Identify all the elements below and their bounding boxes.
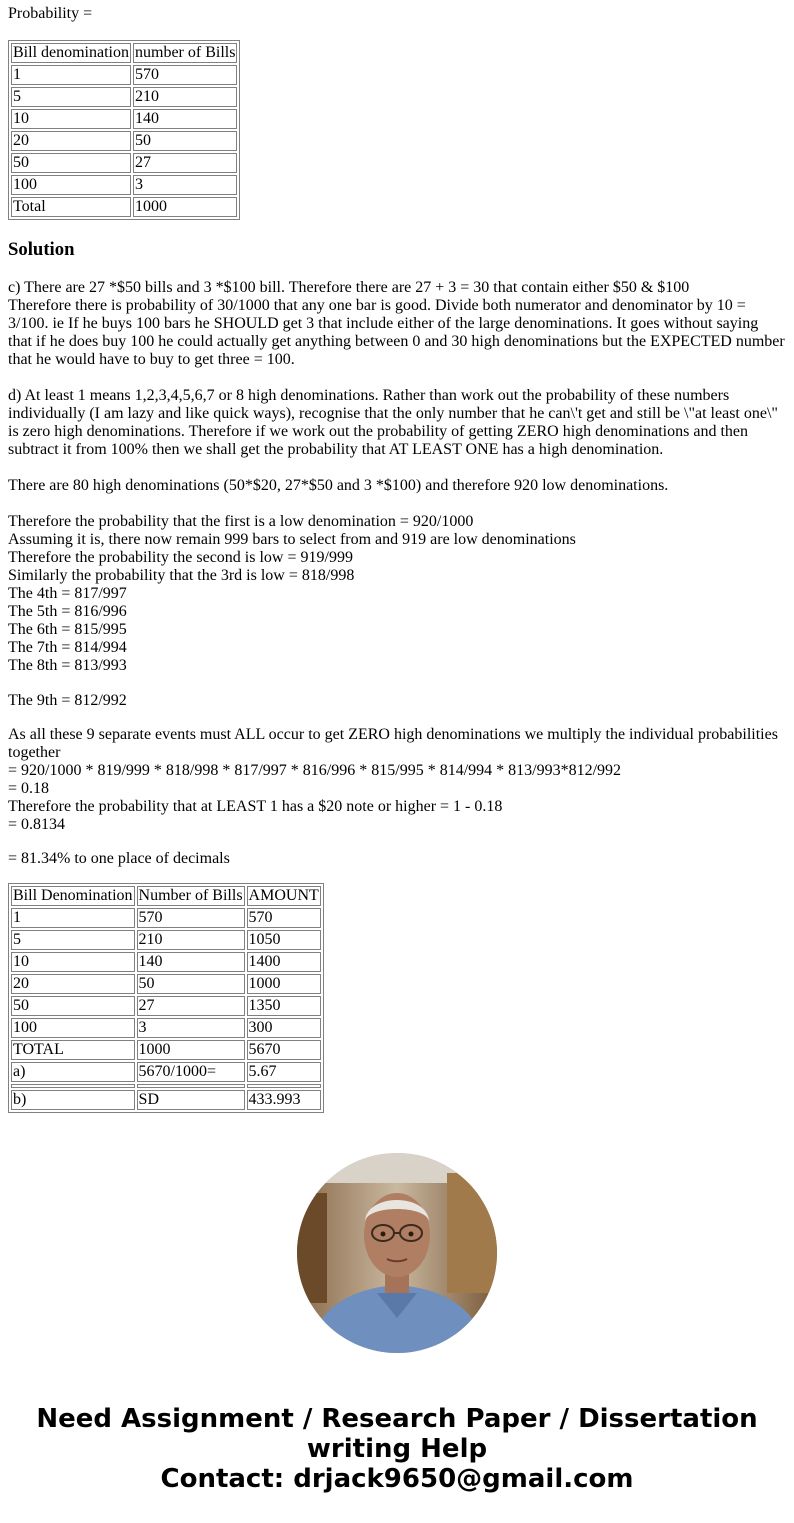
author-avatar [297,1153,497,1353]
bill-count-table [8,40,240,220]
high-low-count: There are 80 high denominations (50*$20, 27*$50 and 3 *$100) and therefore 920 low denominations. [8,477,669,494]
document-body [8,5,786,1113]
table-cell: a) [11,1062,135,1082]
table-cell: 570 [137,908,245,928]
table-cell: 10 [11,109,131,129]
table-header-cell: number of Bills [135,44,236,61]
banner-contact: Contact: drjack9650@gmail.com [160,1464,634,1494]
table-row [11,1090,321,1110]
table-cell: 5 [11,87,131,107]
probability-step: Assuming it is, there now remain 999 bars to select from and 919 are low denominations [8,531,576,548]
part-c-intro: c) There are 27 *$50 bills and 3 *$100 bill. Therefore there are 27 + 3 = 30 that contain either $50 & $100 [8,279,690,296]
probability-step: Therefore the probability the second is low = 919/999 [8,549,353,566]
probability-step: Therefore the probability that the first is a low denomination = 920/1000 [8,513,474,530]
table-cell: 1 [11,65,131,85]
table-cell: 50 [133,131,237,151]
table-cell: 140 [133,109,237,129]
table-cell: 1400 [247,952,321,972]
table-header-cell: AMOUNT [248,887,319,904]
amount-table [8,883,324,1113]
probability-step: The 4th = 817/997 [8,585,127,602]
table-row [11,131,237,151]
table-cell: 50 [11,153,131,173]
multiply-explanation: As all these 9 separate events must ALL occur to get ZERO high denominations we multiply the individual probabilities together [8,726,778,761]
banner-line-1: Need Assignment / Research Paper / Dissertation [36,1404,758,1434]
table-cell: 1000 [137,1040,245,1060]
table-cell: 27 [137,996,245,1016]
author-photo [297,1153,497,1353]
table-spacer-row [11,1084,321,1088]
table-row [11,1062,321,1082]
part-d-explanation: d) At least 1 means 1,2,3,4,5,6,7 or 8 high denominations. Rather than work out the probability of these numbers individually (I am lazy and like quick ways), recognise that the only number that he can\'t get and still be \"at least one\" is zero high denominations. Therefore if we work out the probability of getting ZERO high denominations and then subtract it from 100% then we shall get the probability that AT LEAST ONE has a high denomination. [8,387,778,458]
contact-banner [0,1404,794,1494]
table-cell: 10 [11,952,135,972]
at-least-one-result: = 0.8134 [8,816,66,833]
table-cell: 20 [11,131,131,151]
part-c-section [8,279,786,369]
probability-step: Similarly the probability that the 3rd is low = 818/998 [8,567,355,584]
table-cell: 140 [137,952,245,972]
probability-label: Probability = [8,5,93,22]
table-cell: SD [137,1090,245,1110]
table-cell: 3 [137,1018,245,1038]
table-row [11,952,321,972]
probability-step: The 5th = 816/996 [8,603,127,620]
table-cell: 5.67 [247,1062,321,1082]
banner-line-2: writing Help [306,1434,488,1464]
table-cell: 27 [133,153,237,173]
table-row [11,197,237,217]
table-cell: 3 [133,175,237,195]
table-cell: 100 [11,1018,135,1038]
table-header-cell: Bill Denomination [13,887,133,904]
solution-heading: Solution [8,239,75,260]
table-cell: 20 [11,974,135,994]
table-cell: 433.993 [247,1090,321,1110]
table-cell: 1350 [247,996,321,1016]
table-header-row [11,43,237,63]
at-least-one-expression: Therefore the probability that at LEAST 1 has a $20 note or higher = 1 - 0.18 [8,798,503,815]
table-cell: 570 [247,908,321,928]
part-d-section [8,387,786,868]
table-header-cell: Bill denomination [13,44,129,61]
table-row [11,153,237,173]
product-expression: = 920/1000 * 819/999 * 818/998 * 817/997 * 816/996 * 815/995 * 814/994 * 813/993*812/992 [8,762,622,779]
table-cell: 210 [137,930,245,950]
table-header-row [11,886,321,906]
probability-step: The 7th = 814/994 [8,639,127,656]
table-cell: 50 [137,974,245,994]
table-cell: 210 [133,87,237,107]
table-cell: 570 [133,65,237,85]
table-cell: 1050 [247,930,321,950]
table-cell: 5 [11,930,135,950]
table-cell: 100 [11,175,131,195]
table-spacer-cell [247,1084,321,1088]
table-row [11,974,321,994]
table-row [11,996,321,1016]
table-cell: b) [11,1090,135,1110]
zero-high-result: = 0.18 [8,780,50,797]
table-cell: TOTAL [11,1040,135,1060]
table-cell: 1000 [133,197,237,217]
probability-step: The 6th = 815/995 [8,621,127,638]
table-spacer-cell [137,1084,245,1088]
part-c-explanation: Therefore there is probability of 30/1000 that any one bar is good. Divide both numerator and denominator by 10 = 3/100. ie If he buys 100 bars he SHOULD get 3 that include either of the large denominations. It goes without saying that if he does buy 100 he could actually get anything between 0 and 30 high denominations but the EXPECTED number that he would have to buy to get three = 100. [8,297,785,368]
table-cell: Total [11,197,131,217]
table-row [11,930,321,950]
probability-step: The 8th = 813/993 [8,657,127,674]
table-row [11,175,237,195]
ninth-step: The 9th = 812/992 [8,692,127,709]
table-cell: 5670/1000= [137,1062,245,1082]
table-cell: 1000 [247,974,321,994]
table-row [11,1018,321,1038]
table-row [11,1040,321,1060]
percent-result: = 81.34% to one place of decimals [8,850,230,867]
table-cell: 300 [247,1018,321,1038]
table-cell: 1 [11,908,135,928]
table-row [11,908,321,928]
table-row [11,65,237,85]
table-header-cell: Number of Bills [138,887,243,904]
table-cell: 50 [11,996,135,1016]
table-row [11,109,237,129]
table-spacer-cell [11,1084,135,1088]
table-cell: 5670 [247,1040,321,1060]
probability-steps [8,513,786,675]
table-row [11,87,237,107]
